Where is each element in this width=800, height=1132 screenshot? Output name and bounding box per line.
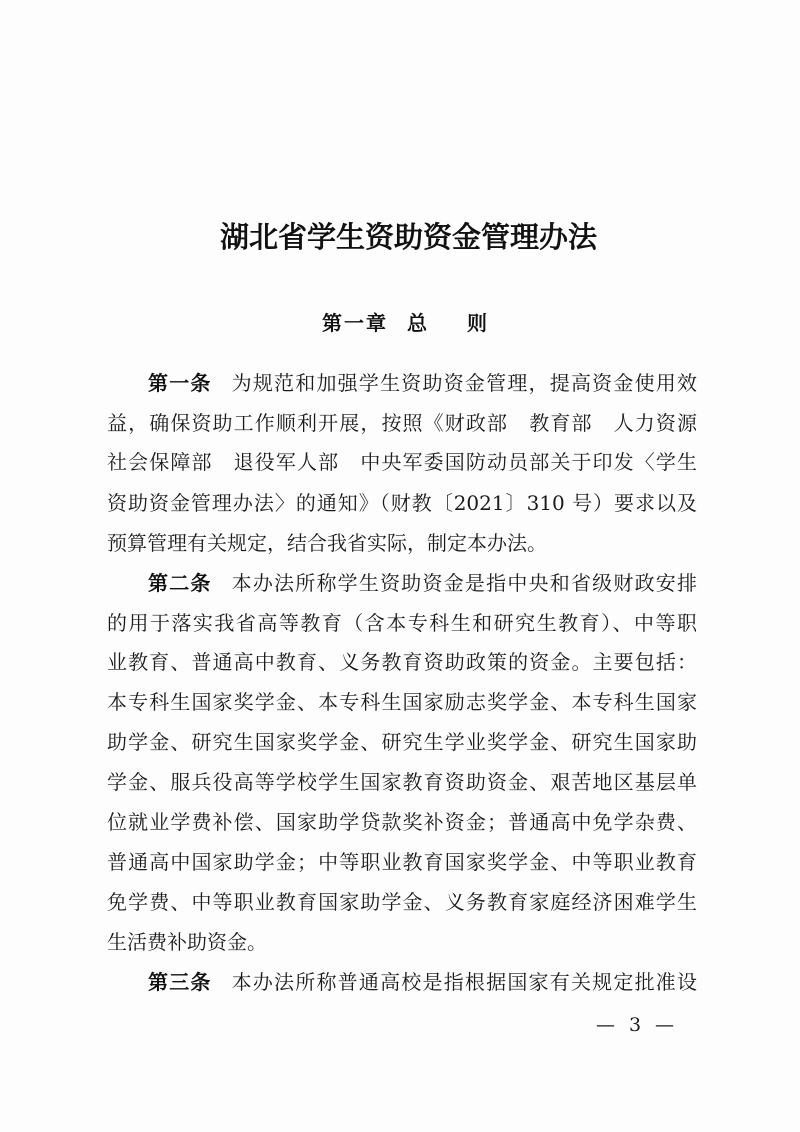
article-line: 生活费补助资金。 [107,930,267,954]
article-line: 位就业学费补偿、国家助学贷款奖补资金；普通高中免学杂费、 [107,810,697,834]
article-line [148,369,697,397]
article-line [148,968,697,996]
page-number: — 3 — [596,1014,674,1036]
article-line: 业教育、普通高中教育、义务教育资助政策的资金。主要包括： [107,650,697,674]
article-line: 社会保障部 退役军人部 中央军委国防动员部关于印发〈学生 [107,450,697,474]
article-line: 的用于落实我省高等教育（含本专科生和研究生教育）、中等职 [107,611,697,635]
article-text: 本办法所称普通高校是指根据国家有关规定批准设 [231,970,697,994]
article-line: 免学费、中等职业教育国家助学金、义务教育家庭经济困难学生 [107,890,697,914]
article-label: 第三条 [148,970,212,994]
article-label: 第一条 [148,371,212,395]
article-line [148,569,697,597]
chapter-name-part1: 总 [407,311,427,335]
chapter-number: 第一章 [322,311,386,335]
article-line: 资助资金管理办法〉的通知》（财教〔2021〕310 号）要求以及 [107,491,697,515]
article-text: 本办法所称学生资助资金是指中央和省级财政安排 [231,571,697,595]
article-line: 预算管理有关规定，结合我省实际，制定本办法。 [107,531,547,555]
chapter-name-part2: 则 [467,311,487,335]
article-line: 助学金、研究生国家奖学金、研究生学业奖学金、研究生国家助 [107,730,697,754]
article-text: 为规范和加强学生资助资金管理，提高资金使用效 [231,371,697,395]
article-label: 第二条 [148,571,212,595]
article-line: 学金、服兵役高等学校学生国家教育资助资金、艰苦地区基层单 [107,770,697,794]
document-title: 湖北省学生资助资金管理办法 [220,220,598,254]
article-line: 益，确保资助工作顺利开展，按照《财政部 教育部 人力资源 [107,411,697,435]
article-line: 本专科生国家奖学金、本专科生国家励志奖学金、本专科生国家 [107,690,697,714]
article-line: 普通高中国家助学金；中等职业教育国家奖学金、中等职业教育 [107,850,697,874]
